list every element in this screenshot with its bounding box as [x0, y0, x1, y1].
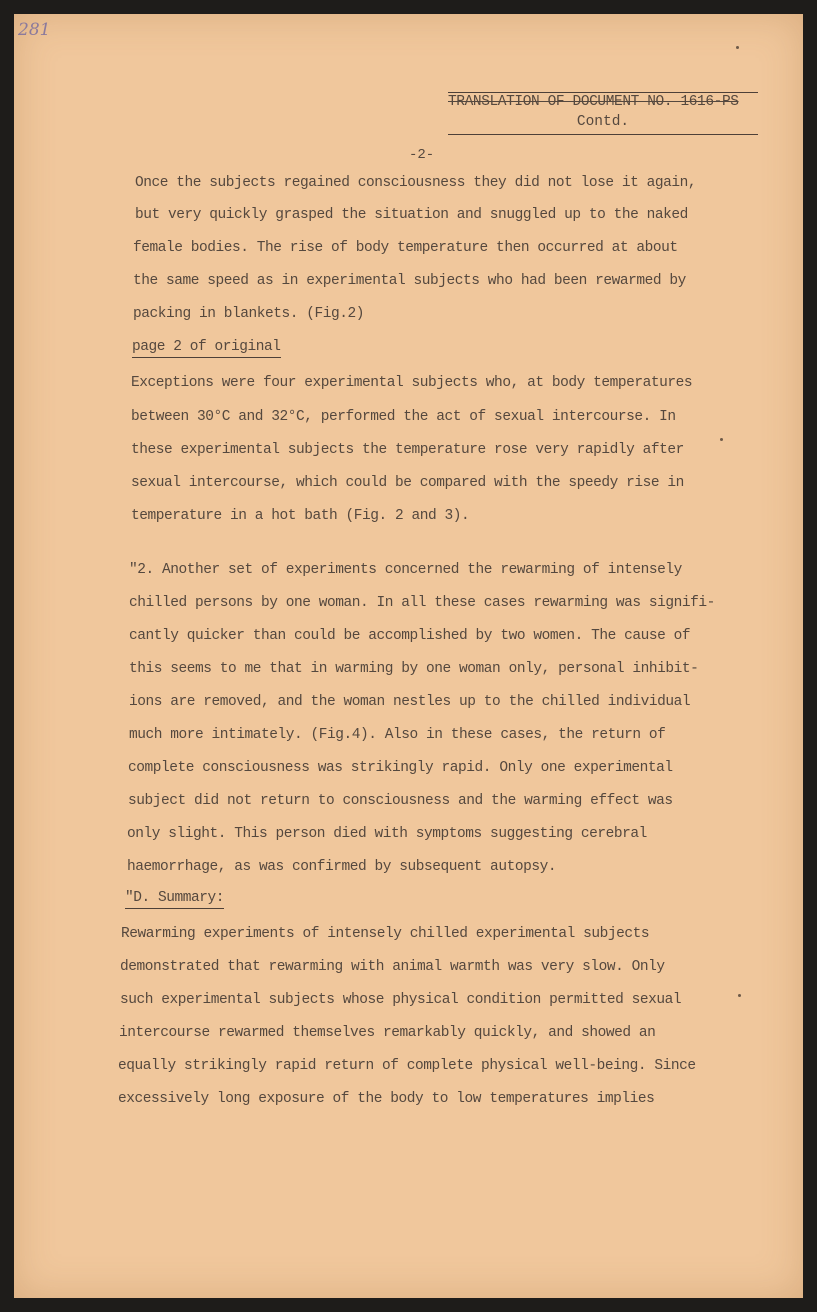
body-line: Rewarming experiments of intensely chilled experimental subjects [121, 926, 650, 942]
paper-speck [736, 46, 739, 49]
body-line: Exceptions were four experimental subjects who, at body temperatures [131, 375, 693, 391]
body-line: these experimental subjects the temperature rose very rapidly after [131, 442, 684, 458]
body-line: packing in blankets. (Fig.2) [133, 306, 365, 322]
page-original-heading: page 2 of original [132, 339, 281, 358]
paper-speck [738, 994, 741, 997]
body-line: "2. Another set of experiments concerned the rewarming of intensely [129, 562, 682, 578]
body-line: haemorrhage, as was confirmed by subsequent autopsy. [127, 859, 557, 875]
page-marker: -2- [409, 147, 435, 163]
body-line: this seems to me that in warming by one woman only, personal inhibit- [129, 661, 699, 677]
body-line: chilled persons by one woman. In all these cases rewarming was signifi- [129, 595, 715, 611]
header-title: TRANSLATION OF DOCUMENT NO. 1616-PS [448, 92, 758, 110]
body-line: demonstrated that rewarming with animal warmth was very slow. Only [120, 959, 665, 975]
body-line: ions are removed, and the woman nestles up to the chilled individual [129, 694, 691, 710]
body-line: equally strikingly rapid return of complete physical well-being. Since [118, 1058, 696, 1074]
body-line: subject did not return to consciousness and the warming effect was [128, 793, 673, 809]
body-line: much more intimately. (Fig.4). Also in these cases, the return of [129, 727, 666, 743]
body-line: but very quickly grasped the situation and snuggled up to the naked [135, 207, 688, 223]
body-line: between 30°C and 32°C, performed the act of sexual intercourse. In [131, 409, 676, 425]
body-line: cantly quicker than could be accomplished by two women. The cause of [129, 628, 691, 644]
body-line: only slight. This person died with symptoms suggesting cerebral [127, 826, 647, 842]
body-line: the same speed as in experimental subjects who had been rewarmed by [133, 273, 686, 289]
body-line: complete consciousness was strikingly rapid. Only one experimental [128, 760, 673, 776]
body-line: female bodies. The rise of body temperature then occurred at about [133, 240, 678, 256]
body-line: temperature in a hot bath (Fig. 2 and 3). [131, 508, 470, 524]
handwritten-page-number: 281 [18, 20, 51, 40]
header-contd: Contd. [448, 114, 758, 135]
paper-speck [720, 438, 723, 441]
body-line: intercourse rewarmed themselves remarkably quickly, and showed an [119, 1025, 656, 1041]
body-line: Once the subjects regained consciousness they did not lose it again, [135, 175, 697, 191]
document-page [14, 14, 803, 1298]
summary-heading: "D. Summary: [125, 890, 224, 909]
body-line: sexual intercourse, which could be compared with the speedy rise in [131, 475, 684, 491]
body-line: such experimental subjects whose physical condition permitted sexual [120, 992, 682, 1008]
body-line: excessively long exposure of the body to low temperatures implies [118, 1091, 655, 1107]
